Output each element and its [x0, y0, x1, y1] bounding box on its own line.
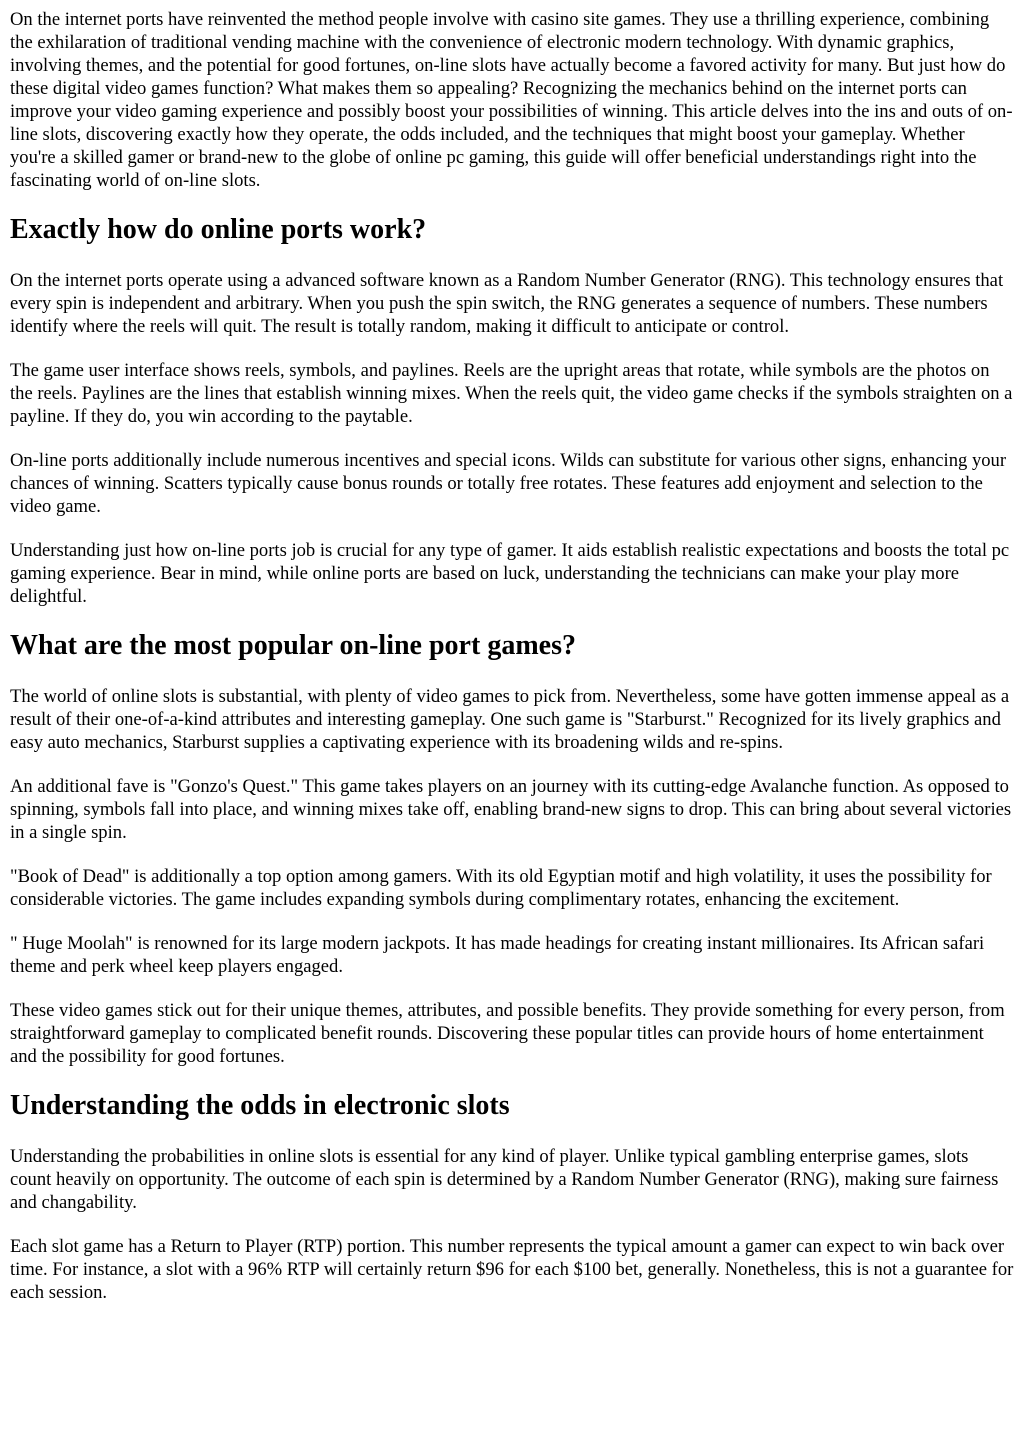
section-how-slots-work [10, 213, 1014, 608]
paragraph: Understanding the probabilities in online slots is essential for any kind of player. Unlike typical gambling enterprise games, slots count heavily on opportunity. The outcome of each spin is determined by a Random Number Generator (RNG), making sure fairness and changability. [10, 1146, 999, 1213]
paragraph: The world of online slots is substantial, with plenty of video games to pick from. Nevertheless, some have gotten immense appeal as a result of their one-of-a-kind attributes and interesting gameplay. One such game is "Starburst." Recognized for its lively graphics and easy auto mechanics, Starburst supplies a captivating experience with its broadening wilds and re-spins. [10, 686, 1010, 753]
section-heading: Exactly how do online ports work? [10, 214, 427, 245]
paragraph: These video games stick out for their unique themes, attributes, and possible benefits. They provide something for every person, from straightforward gameplay to complicated benefit rounds. Discovering these popular titles can provide hours of home entertainment and the possibility for good fortunes. [10, 1000, 1005, 1067]
paragraph: On the internet ports operate using a advanced software known as a Random Number Generator (RNG). This technology ensures that every spin is independent and arbitrary. When you push the spin switch, the RNG generates a sequence of numbers. These numbers identify where the reels will quit. The result is totally random, making it difficult to anticipate or control. [10, 270, 1004, 337]
intro-section [10, 8, 1014, 192]
section-heading: Understanding the odds in electronic slots [10, 1090, 510, 1121]
paragraph: The game user interface shows reels, symbols, and paylines. Reels are the upright areas that rotate, while symbols are the photos on the reels. Paylines are the lines that establish winning mixes. When the reels quit, the video game checks if the symbols straighten on a payline. If they do, you win according to the paytable. [10, 360, 1013, 427]
section-odds [10, 1089, 1014, 1304]
paragraph: An additional fave is "Gonzo's Quest." This game takes players on an journey with its cutting-edge Avalanche function. As opposed to spinning, symbols fall into place, and winning mixes take off, enabling brand-new signs to drop. This can bring about several victories in a single spin. [10, 776, 1012, 843]
paragraph: Each slot game has a Return to Player (RTP) portion. This number represents the typical amount a gamer can expect to win back over time. For instance, a slot with a 96% RTP will certainly return $96 for each $100 bet, generally. Nonetheless, this is not a guarantee for each session. [10, 1236, 1014, 1303]
paragraph: "Book of Dead" is additionally a top option among gamers. With its old Egyptian motif and high volatility, it uses the possibility for considerable victories. The game includes expanding symbols during complimentary rotates, enhancing the excitement. [10, 866, 992, 910]
paragraph: On-line ports additionally include numerous incentives and special icons. Wilds can substitute for various other signs, enhancing your chances of winning. Scatters typically cause bonus rounds or totally free rotates. These features add enjoyment and selection to the video game. [10, 450, 1007, 517]
paragraph: Understanding just how on-line ports job is crucial for any type of gamer. It aids establish realistic expectations and boosts the total pc gaming experience. Bear in mind, while online ports are based on luck, understanding the technicians can make your play more delightful. [10, 540, 1010, 607]
intro-paragraph: On the internet ports have reinvented the method people involve with casino site games. They use a thrilling experience, combining the exhilaration of traditional vending machine with the convenience of electronic modern technology. With dynamic graphics, involving themes, and the potential for good fortunes, on-line slots have actually become a favored activity for many. But just how do these digital video games function? What makes them so appealing? Recognizing the mechanics behind on the internet ports can improve your video gaming experience and possibly boost your possibilities of winning. This article delves into the ins and outs of on-line slots, discovering exactly how they operate, the odds included, and the techniques that might boost your gameplay. Whether you're a skilled gamer or brand-new to the globe of online pc gaming, this guide will offer beneficial understandings right into the fascinating world of on-line slots. [10, 9, 1013, 191]
paragraph: " Huge Moolah" is renowned for its large modern jackpots. It has made headings for creating instant millionaires. Its African safari theme and perk wheel keep players engaged. [10, 933, 985, 977]
section-heading: What are the most popular on-line port games? [10, 630, 576, 661]
section-popular-games [10, 629, 1014, 1068]
